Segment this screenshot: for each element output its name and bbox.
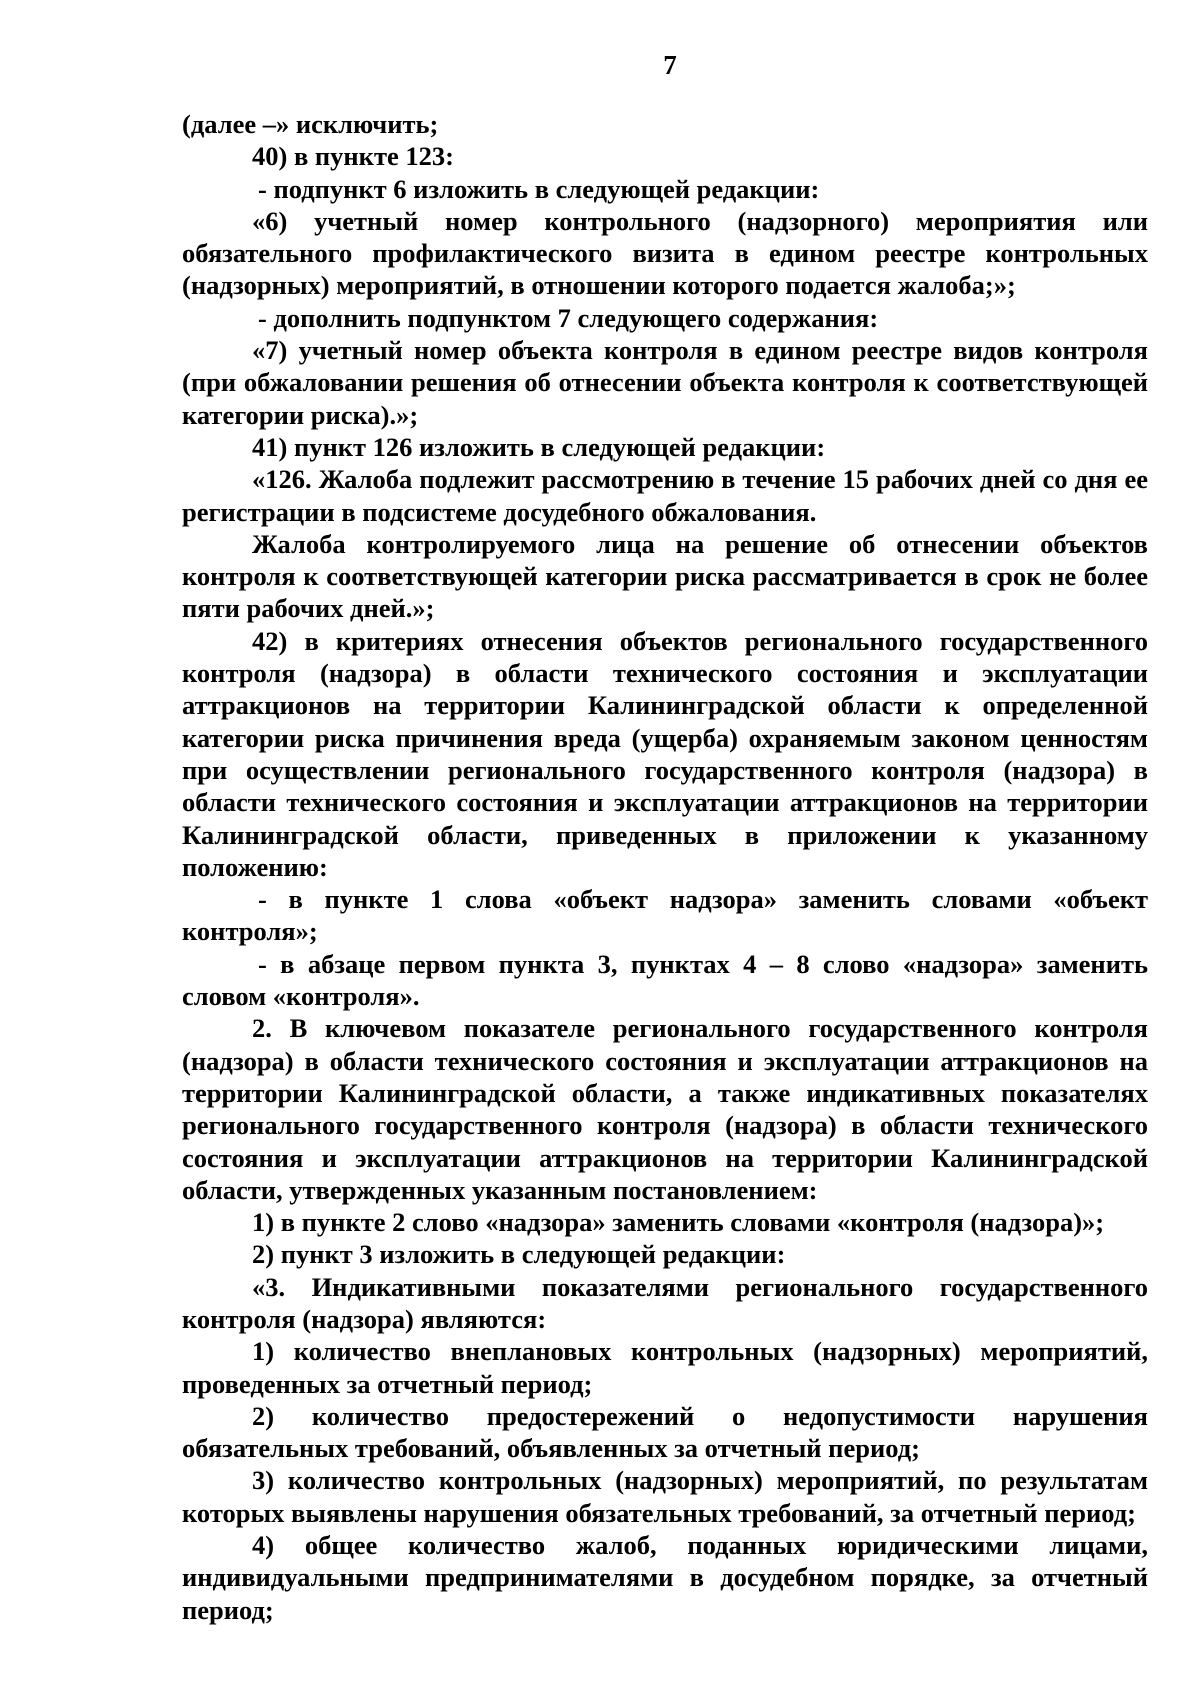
paragraph: «126. Жалоба подлежит рассмотрению в течение 15 рабочих дней со дня ее регистрации в подсистеме досудебного обжалования. <box>182 464 1148 527</box>
paragraph: - в абзаце первом пункта 3, пунктах 4 – 8 слово «надзора» заменить словом «контроля». <box>182 948 1148 1012</box>
paragraph: 4) общее количество жалоб, поданных юридическими лицами, индивидуальными предпринимателями в досудебном порядке, за отчетный период; <box>182 1530 1148 1625</box>
paragraph: 40) в пункте 123: <box>252 141 454 172</box>
paragraph: Жалоба контролируемого лица на решение об отнесении объектов контроля к соответствующей категории риска рассматривается в срок не более пяти рабочих дней.»; <box>182 528 1148 624</box>
paragraph: 42) в критериях отнесения объектов регионального государственного контроля (надзора) в области технического состояния и эксплуатации аттракционов на территории Калининградской области к определенной категории риска причинения вреда (ущерба) охраняемым законом ценностям при осуществлении регионального государственного контроля (надзора) в области технического состояния и эксплуатации аттракционов на территории Калининградской области, приведенных в приложении к указанному положению: <box>182 625 1148 882</box>
paragraph: 41) пункт 126 изложить в следующей редакции: <box>252 431 826 462</box>
paragraph: - в пункте 1 слова «объект надзора» заменить словами «объект контроля»; <box>182 884 1148 947</box>
page-number: 7 <box>663 50 677 80</box>
paragraph: «7) учетный номер объекта контроля в едином реестре видов контроля (при обжаловании решения об отнесении объекта контроля к соответствующей категории риска).»; <box>182 335 1148 430</box>
paragraph: - подпункт 6 изложить в следующей редакции: <box>258 173 820 204</box>
paragraph: - дополнить подпунктом 7 следующего содержания: <box>258 302 879 333</box>
paragraph: 2) количество предостережений о недопустимости нарушения обязательных требований, объявленных за отчетный период; <box>182 1400 1148 1464</box>
document-body <box>182 108 1148 1626</box>
paragraph: (далее –» исключить; <box>182 109 439 139</box>
paragraph: «6) учетный номер контрольного (надзорного) мероприятия или обязательного профилактического визита в едином реестре контрольных (надзорных) мероприятий, в отношении которого подается жалоба;»; <box>182 205 1148 301</box>
paragraph: 1) количество внеплановых контрольных (надзорных) мероприятий, проведенных за отчетный период; <box>182 1336 1148 1399</box>
paragraph: «3. Индикативными показателями регионального государственного контроля (надзора) являются: <box>182 1271 1148 1334</box>
paragraph: 1) в пункте 2 слово «надзора» заменить словами «контроля (надзора)»; <box>252 1207 1105 1238</box>
paragraph: 2) пункт 3 изложить в следующей редакции: <box>252 1239 786 1270</box>
paragraph: 2. В ключевом показателе регионального государственного контроля (надзора) в области технического состояния и эксплуатации аттракционов на территории Калининградской области, а также индикативных показателях регионального государственного контроля (надзора) в области технического состояния и эксплуатации аттракционов на территории Калининградской области, утвержденных указанным постановлением: <box>182 1013 1148 1205</box>
paragraph: 3) количество контрольных (надзорных) мероприятий, по результатам которых выявлены нарушения обязательных требований, за отчетный период; <box>182 1465 1148 1528</box>
